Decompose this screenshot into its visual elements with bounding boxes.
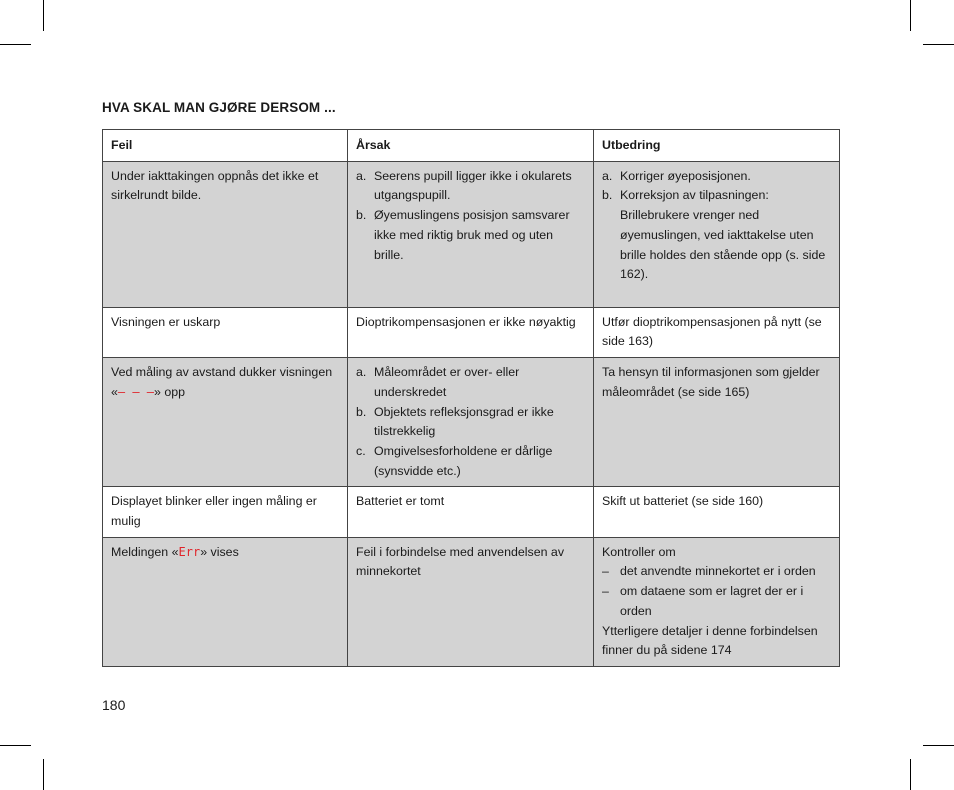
arsak-cell [348,358,594,487]
list-item: a. Måleområdet er over- eller underskredet [356,365,520,399]
table-row [103,307,840,357]
utbedring-cell [594,161,840,307]
table-row [103,161,840,307]
display-err: Err [178,544,201,559]
crop-mark [923,44,954,45]
table-row [103,358,840,487]
utbedring-cell [594,537,840,666]
remedy-intro: Kontroller om [602,544,676,559]
list-item: a. Korriger øyeposisjonen. [602,168,751,183]
list-item: – det anvendte minnekortet er i orden [602,564,816,579]
crop-mark [0,745,31,746]
column-header-feil: Feil [103,130,348,162]
utbedring-cell: Utfør dioptrikompensasjonen på nytt (se side 163) [594,307,840,357]
utbedring-cell: Skift ut batteriet (se side 160) [594,487,840,537]
crop-mark [923,745,954,746]
remedy-list [602,167,831,285]
feil-cell: Under iakttakingen oppnås det ikke et sirkelrundt bilde. [103,161,348,307]
column-header-utbedring: Utbedring [594,130,840,162]
crop-mark [43,759,44,790]
cause-list [356,167,585,266]
crop-mark [0,44,31,45]
list-item: b. Objektets refleksjonsgrad er ikke tilstrekkelig [356,404,554,439]
arsak-cell [348,161,594,307]
page-number: 180 [102,697,126,713]
remedy-outro: Ytterligere detaljer i denne forbindelsen finner du på sidene 174 [602,623,818,658]
feil-cell: Visningen er uskarp [103,307,348,357]
cause-list [356,363,585,481]
feil-cell: Displayet blinker eller ingen måling er mulig [103,487,348,537]
list-item: c. Omgivelsesforholdene er dårlige (synsvidde etc.) [356,443,553,478]
table-row [103,487,840,537]
table-row [103,537,840,666]
troubleshooting-table [102,129,840,667]
utbedring-cell: Ta hensyn til informasjonen som gjelder måleområdet (se side 165) [594,358,840,487]
crop-mark [910,0,911,31]
list-item: b. Øyemuslingens posisjon samsvarer ikke med riktig bruk med og uten brille. [356,208,570,262]
list-item: a. Seerens pupill ligger ikke i okularets utgangspupill. [356,168,572,203]
list-item: – om dataene som er lagret der er i orden [602,584,804,618]
remedy-list [602,562,831,621]
table-header-row [103,130,840,162]
display-dashes: – – – [117,384,155,399]
crop-mark [43,0,44,31]
crop-mark [910,759,911,790]
arsak-cell: Batteriet er tomt [348,487,594,537]
list-item: b. Korreksjon av tilpasningen: Brillebrukere vrenger ned øyemuslingen, ved iakttakelse uten brille holdes den stående opp (s. side 162). [602,188,826,282]
feil-cell: Ved måling av avstand dukker visningen «– – –» opp [103,358,348,487]
feil-cell: Meldingen «Err» vises [103,537,348,666]
column-header-arsak: Årsak [348,130,594,162]
arsak-cell: Feil i forbindelse med anvendelsen av minnekortet [348,537,594,666]
arsak-cell: Dioptrikompensasjonen er ikke nøyaktig [348,307,594,357]
page-title: HVA SKAL MAN GJØRE DERSOM ... [102,100,336,115]
